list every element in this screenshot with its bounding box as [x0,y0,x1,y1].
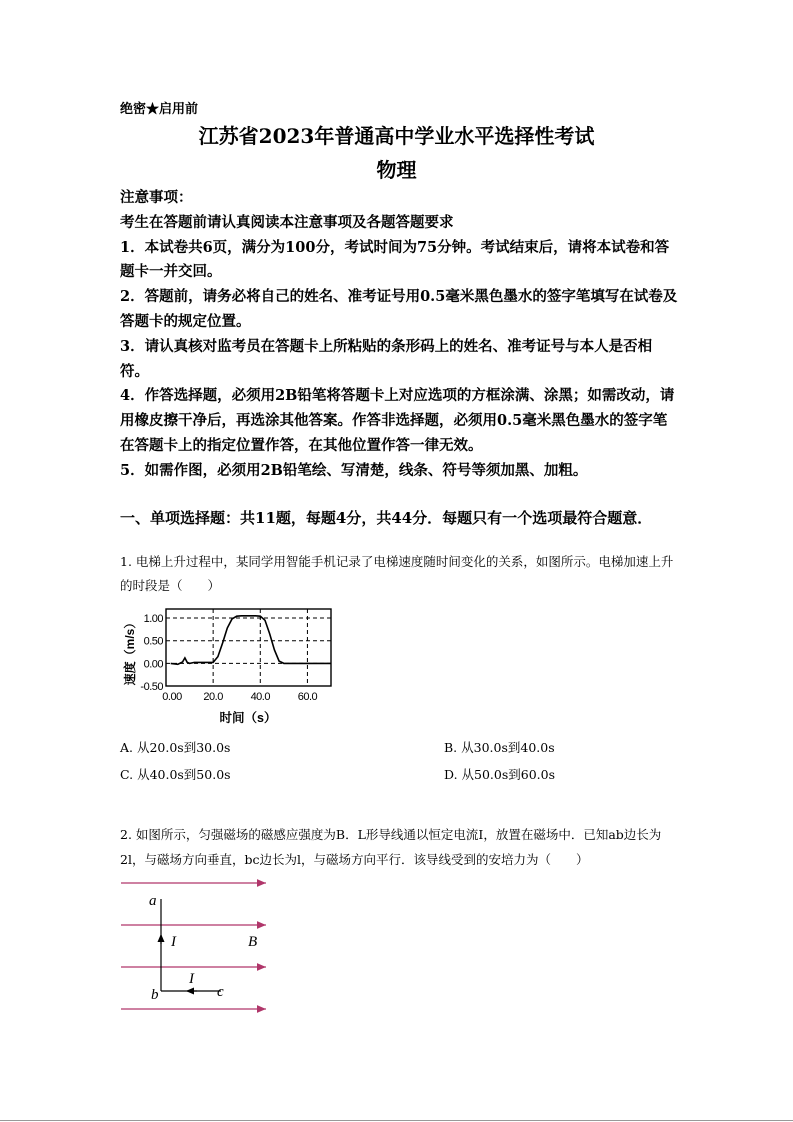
question-1-stem: 1. 电梯上升过程中，某同学用智能手机记录了电梯速度随时间变化的关系，如图所示。电梯加速上升的时段是（ ） [120,554,674,593]
label-b: b [151,987,159,1003]
notes-block [120,186,680,484]
label-current-bc: I [189,971,194,987]
chart-xtick-label-1: 20.0 [203,691,223,703]
label-field-b: B [248,934,258,950]
q1-option-a[interactable]: A. 从20.0s到30.0s [120,740,231,755]
q1-option-b[interactable]: B. 从30.0s到40.0s [444,740,555,755]
chart-xtick-label-3: 60.0 [297,691,318,703]
notes-item-4: 4．作答选择题，必须用2B铅笔将答题卡上对应选项的方框涂满、涂黑；如需改动，请用橡皮擦干净后，再选涂其他答案。作答非选择题，必须用0.5毫米黑色墨水的签字笔在答题卡上的指定位置作答，在其他位置作答一律无效。 [120,387,675,454]
q1-option-d[interactable]: D. 从50.0s到60.0s [444,767,556,782]
question-2-stem: 2. 如图所示，匀强磁场的磁感应强度为B．L形导线通以恒定电流I，放置在磁场中．已知ab边长为2l，与磁场方向垂直，bc边长为l，与磁场方向平行．该导线受到的安培力为（ ） [120,827,662,867]
notes-item-2: 2．答题前，请务必将自己的姓名、准考证号用0.5毫米黑色墨水的签字笔填写在试卷及答题卡的规定位置。 [120,288,678,330]
chart-xtick-label-2: 40.0 [250,691,270,703]
page-bottom-rule [0,1120,793,1121]
label-a: a [149,893,157,909]
chart-xtick-label-0: 0.00 [162,691,182,703]
subject-title: 物理 [376,158,417,182]
notes-item-1: 1．本试卷共6页，满分为100分，考试时间为75分钟。考试结束后，请将本试卷和答题卡一并交回。 [120,238,670,281]
q1-option-c[interactable]: C. 从40.0s到50.0s [120,767,231,782]
chart-ytick-label-0: 1.00 [143,613,163,626]
secret-label: 绝密★启用前 [120,102,199,117]
exam-title: 江苏省2023年普通高中学业水平选择性考试 [198,124,595,148]
velocity-time-chart [120,603,335,728]
notes-heading: 注意事项： [120,189,193,206]
magnetic-field-figure [115,872,275,1020]
chart-plot-frame [166,609,331,686]
section-title: 一、单项选择题：共11题，每题4分，共44分．每题只有一个选项最符合题意． [120,509,653,527]
chart-xlabel: 时间（s） [219,711,277,725]
chart-ytick-label-1: 0.50 [143,635,163,648]
notes-item-5: 5．如需作图，必须用2B铅笔绘、写清楚，线条、符号等须加黑、加粗。 [120,461,588,479]
notes-item-3: 3．请认真核对监考员在答题卡上所粘贴的条形码上的姓名、准考证号与本人是否相符。 [120,337,653,380]
chart-ytick-label-2: 0.00 [143,658,163,671]
label-current-ab: I [171,934,176,950]
notes-intro: 考生在答题前请认真阅读本注意事项及各题答题要求 [120,213,454,231]
chart-ylabel: 速度（m/s） [123,616,137,686]
label-c: c [217,984,224,1000]
chart-ytick-label-3: -0.50 [140,681,163,693]
